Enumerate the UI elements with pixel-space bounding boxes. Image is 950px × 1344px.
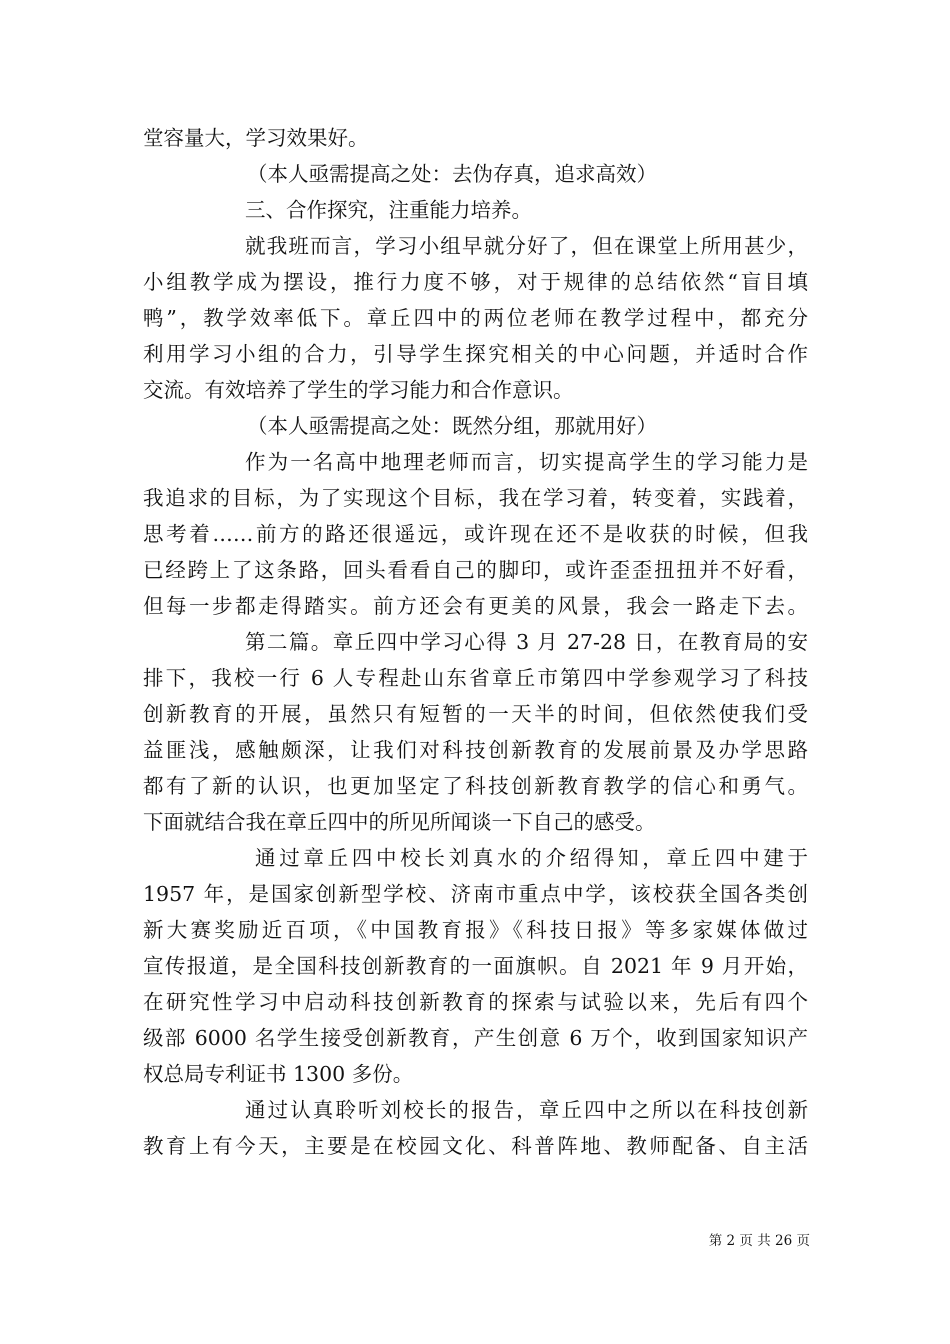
- text-line: 作为一名高中地理老师而言，切实提高学生的学习能力是: [245, 450, 808, 474]
- text-line: 已经跨上了这条路，回头看看自己的脚印，或许歪歪扭扭并不好看，: [143, 558, 808, 582]
- text-line: 第二篇。章丘四中学习心得 3 月 27-28 日，在教育局的安: [245, 630, 808, 654]
- text-line: 我追求的目标，为了实现这个目标，我在学习着，转变着，实践着，: [143, 486, 808, 510]
- text-line: 益匪浅，感触颇深，让我们对科技创新教育的发展前景及办学思路: [143, 738, 808, 762]
- text-line: 排下，我校一行 6 人专程赴山东省章丘市第四中学参观学习了科技: [143, 666, 808, 690]
- text-line: 小组教学成为摆设，推行力度不够，对于规律的总结依然“盲目填: [143, 270, 808, 294]
- text-line: （本人亟需提高之处：去伪存真，追求高效）: [247, 162, 657, 186]
- text-line: 思考着……前方的路还很遥远，或许现在还不是收获的时候，但我: [143, 522, 808, 546]
- text-line: 利用学习小组的合力，引导学生探究相关的中心问题，并适时合作: [143, 342, 808, 366]
- text-line: 鸭”，教学效率低下。章丘四中的两位老师在教学过程中，都充分: [143, 306, 808, 330]
- text-line: 新大赛奖励近百项，《中国教育报》《科技日报》等多家媒体做过: [143, 918, 808, 942]
- text-line: 交流。有效培养了学生的学习能力和合作意识。: [143, 378, 574, 402]
- text-line: 教育上有今天，主要是在校园文化、科普阵地、教师配备、自主活: [143, 1134, 808, 1158]
- text-line: 通过章丘四中校长刘真水的介绍得知，章丘四中建于: [255, 846, 808, 870]
- text-line: 堂容量大，学习效果好。: [143, 126, 369, 150]
- text-line: 级部 6000 名学生接受创新教育，产生创意 6 万个，收到国家知识产: [143, 1026, 808, 1050]
- text-line: 下面就结合我在章丘四中的所见所闻谈一下自己的感受。: [143, 810, 656, 834]
- page-number-footer: 第 2 页 共 26 页: [708, 1233, 810, 1249]
- text-line: 创新教育的开展，虽然只有短暂的一天半的时间，但依然使我们受: [143, 702, 808, 726]
- text-line: 宣传报道，是全国科技创新教育的一面旗帜。自 2021 年 9 月开始，: [143, 954, 808, 978]
- text-line: （本人亟需提高之处：既然分组，那就用好）: [247, 414, 657, 438]
- text-line: 都有了新的认识，也更加坚定了科技创新教育教学的信心和勇气。: [143, 774, 808, 798]
- text-line: 权总局专利证书 1300 多份。: [143, 1062, 414, 1086]
- text-line: 但每一步都走得踏实。前方还会有更美的风景，我会一路走下去。: [143, 594, 808, 618]
- text-line: 在研究性学习中启动科技创新教育的探索与试验以来，先后有四个: [143, 990, 808, 1014]
- section-heading: 三、合作探究，注重能力培养。: [245, 198, 532, 222]
- text-line: 1957 年，是国家创新型学校、济南市重点中学，该校获全国各类创: [143, 882, 808, 906]
- text-line: 就我班而言，学习小组早就分好了，但在课堂上所用甚少，: [245, 234, 808, 258]
- text-line: 通过认真聆听刘校长的报告，章丘四中之所以在科技创新: [245, 1098, 808, 1122]
